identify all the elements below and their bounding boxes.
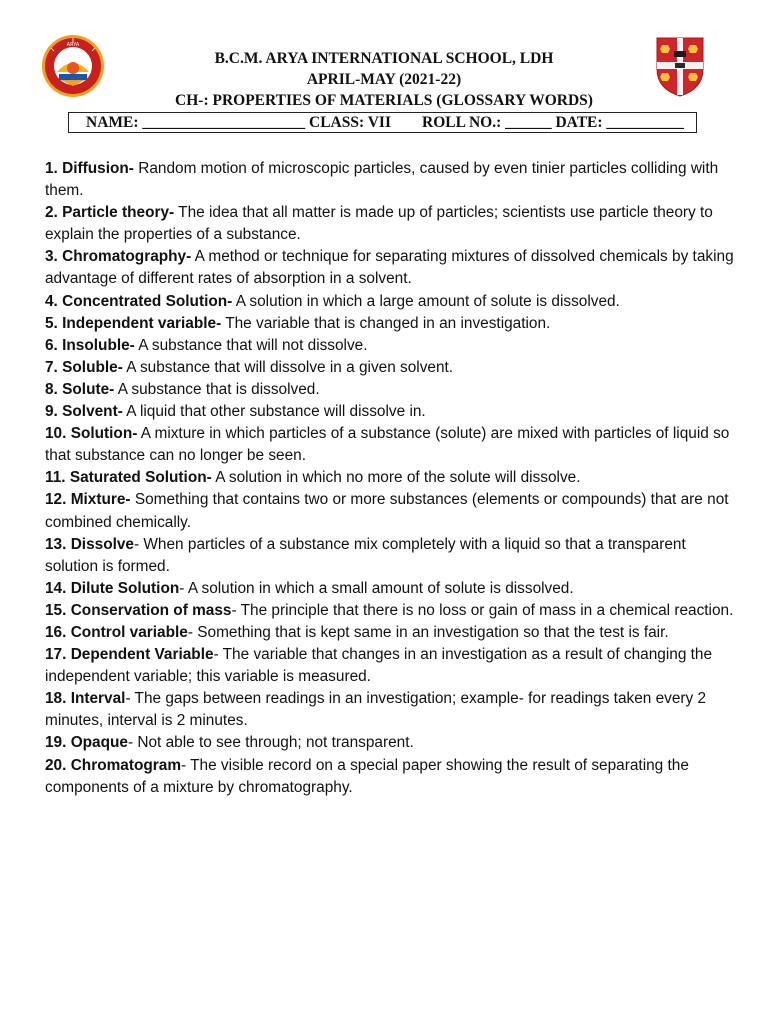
- glossary-item: [45, 600, 735, 622]
- glossary-term: 11. Saturated Solution-: [45, 469, 212, 487]
- glossary-item: [45, 291, 735, 313]
- glossary-term: 5. Independent variable-: [45, 314, 222, 332]
- glossary-item: [45, 467, 735, 489]
- glossary-term: 20. Chromatogram: [45, 756, 181, 774]
- chapter-title: CH-: PROPERTIES OF MATERIALS (GLOSSARY WORDS): [175, 92, 593, 109]
- glossary-definition: A solution in which no more of the solute will dissolve.: [211, 469, 581, 487]
- glossary-term: 6. Insoluble-: [45, 336, 135, 354]
- glossary-term: 9. Solvent-: [45, 403, 123, 421]
- glossary-item: [45, 379, 735, 401]
- glossary-definition: - A solution in which a small amount of solute is dissolved.: [179, 579, 574, 597]
- glossary-definition: - When particles of a substance mix completely with a liquid so that a transparent solution is formed.: [45, 535, 686, 575]
- glossary-item: [45, 534, 735, 578]
- glossary-item: [45, 755, 735, 799]
- glossary-definition: - The variable that changes in an investigation as a result of changing the independent variable; this variable is measured.: [45, 646, 713, 686]
- glossary-term: 14. Dilute Solution: [45, 579, 180, 597]
- school-name: B.C.M. ARYA INTERNATIONAL SCHOOL, LDH: [214, 50, 554, 67]
- glossary-definition: - The visible record on a special paper showing the result of separating the components of a mixture by chromatography.: [45, 756, 689, 796]
- glossary-item: [45, 423, 735, 467]
- glossary-term: 13. Dissolve: [45, 535, 134, 553]
- glossary-term: 8. Solute-: [45, 380, 115, 398]
- glossary-term: 2. Particle theory-: [45, 204, 175, 222]
- glossary-item: [45, 202, 735, 246]
- glossary-term: 3. Chromatography-: [45, 248, 192, 266]
- glossary-item: [45, 489, 735, 533]
- glossary-item: [45, 313, 735, 335]
- glossary-item: [45, 732, 735, 754]
- glossary-definition: - The gaps between readings in an investigation; example- for readings taken every 2 minutes, interval is 2 minutes.: [45, 690, 707, 730]
- glossary-term: 12. Mixture-: [45, 491, 131, 509]
- glossary-term: 15. Conservation of mass: [45, 601, 232, 619]
- glossary-definition: A liquid that other substance will dissolve in.: [122, 403, 426, 421]
- glossary-item: [45, 158, 735, 202]
- glossary-term: 19. Opaque: [45, 734, 128, 752]
- glossary-definition: - Something that is kept same in an investigation so that the test is fair.: [187, 623, 669, 641]
- glossary-item: [45, 401, 735, 423]
- glossary-item: [45, 578, 735, 600]
- glossary-term: 18. Interval: [45, 690, 126, 708]
- glossary-list: [45, 158, 735, 799]
- glossary-item: [45, 357, 735, 379]
- document-header: [0, 48, 768, 111]
- glossary-definition: The variable that is changed in an investigation.: [221, 314, 551, 332]
- glossary-definition: Random motion of microscopic particles, caused by even tinier particles colliding with them.: [45, 160, 719, 200]
- glossary-definition: The idea that all matter is made up of particles; scientists use particle theory to explain the properties of a substance.: [45, 204, 713, 244]
- glossary-definition: A method or technique for separating mixtures of dissolved chemicals by taking advantage of different rates of absorption in a solvent.: [45, 248, 734, 288]
- glossary-definition: - The principle that there is no loss or gain of mass in a chemical reaction.: [231, 601, 734, 619]
- svg-text:ARYA: ARYA: [66, 42, 80, 48]
- glossary-item: [45, 622, 735, 644]
- glossary-term: 4. Concentrated Solution-: [45, 292, 233, 310]
- session-title: APRIL-MAY (2021-22): [306, 71, 462, 88]
- glossary-definition: A substance that is dissolved.: [114, 380, 320, 398]
- glossary-item: [45, 335, 735, 357]
- glossary-term: 10. Solution-: [45, 425, 138, 443]
- student-info-box: NAME: _____________________ CLASS: VII ROLL NO.: ______ DATE: __________: [68, 112, 697, 133]
- glossary-item: [45, 644, 735, 688]
- glossary-definition: - Not able to see through; not transparent.: [127, 734, 414, 752]
- glossary-term: 1. Diffusion-: [45, 160, 134, 177]
- glossary-definition: A substance that will dissolve in a given solvent.: [122, 358, 454, 376]
- glossary-term: 17. Dependent Variable: [45, 646, 214, 664]
- glossary-term: 16. Control variable: [45, 623, 188, 641]
- glossary-item: [45, 688, 735, 732]
- glossary-definition: A mixture in which particles of a substance (solute) are mixed with particles of liquid so that substance can no longer be seen.: [45, 425, 730, 465]
- glossary-term: 7. Soluble-: [45, 358, 123, 376]
- glossary-definition: Something that contains two or more substances (elements or compounds) that are not combined chemically.: [45, 491, 729, 531]
- glossary-definition: A solution in which a large amount of solute is dissolved.: [232, 292, 620, 310]
- glossary-item: [45, 246, 735, 290]
- glossary-definition: A substance that will not dissolve.: [134, 336, 368, 354]
